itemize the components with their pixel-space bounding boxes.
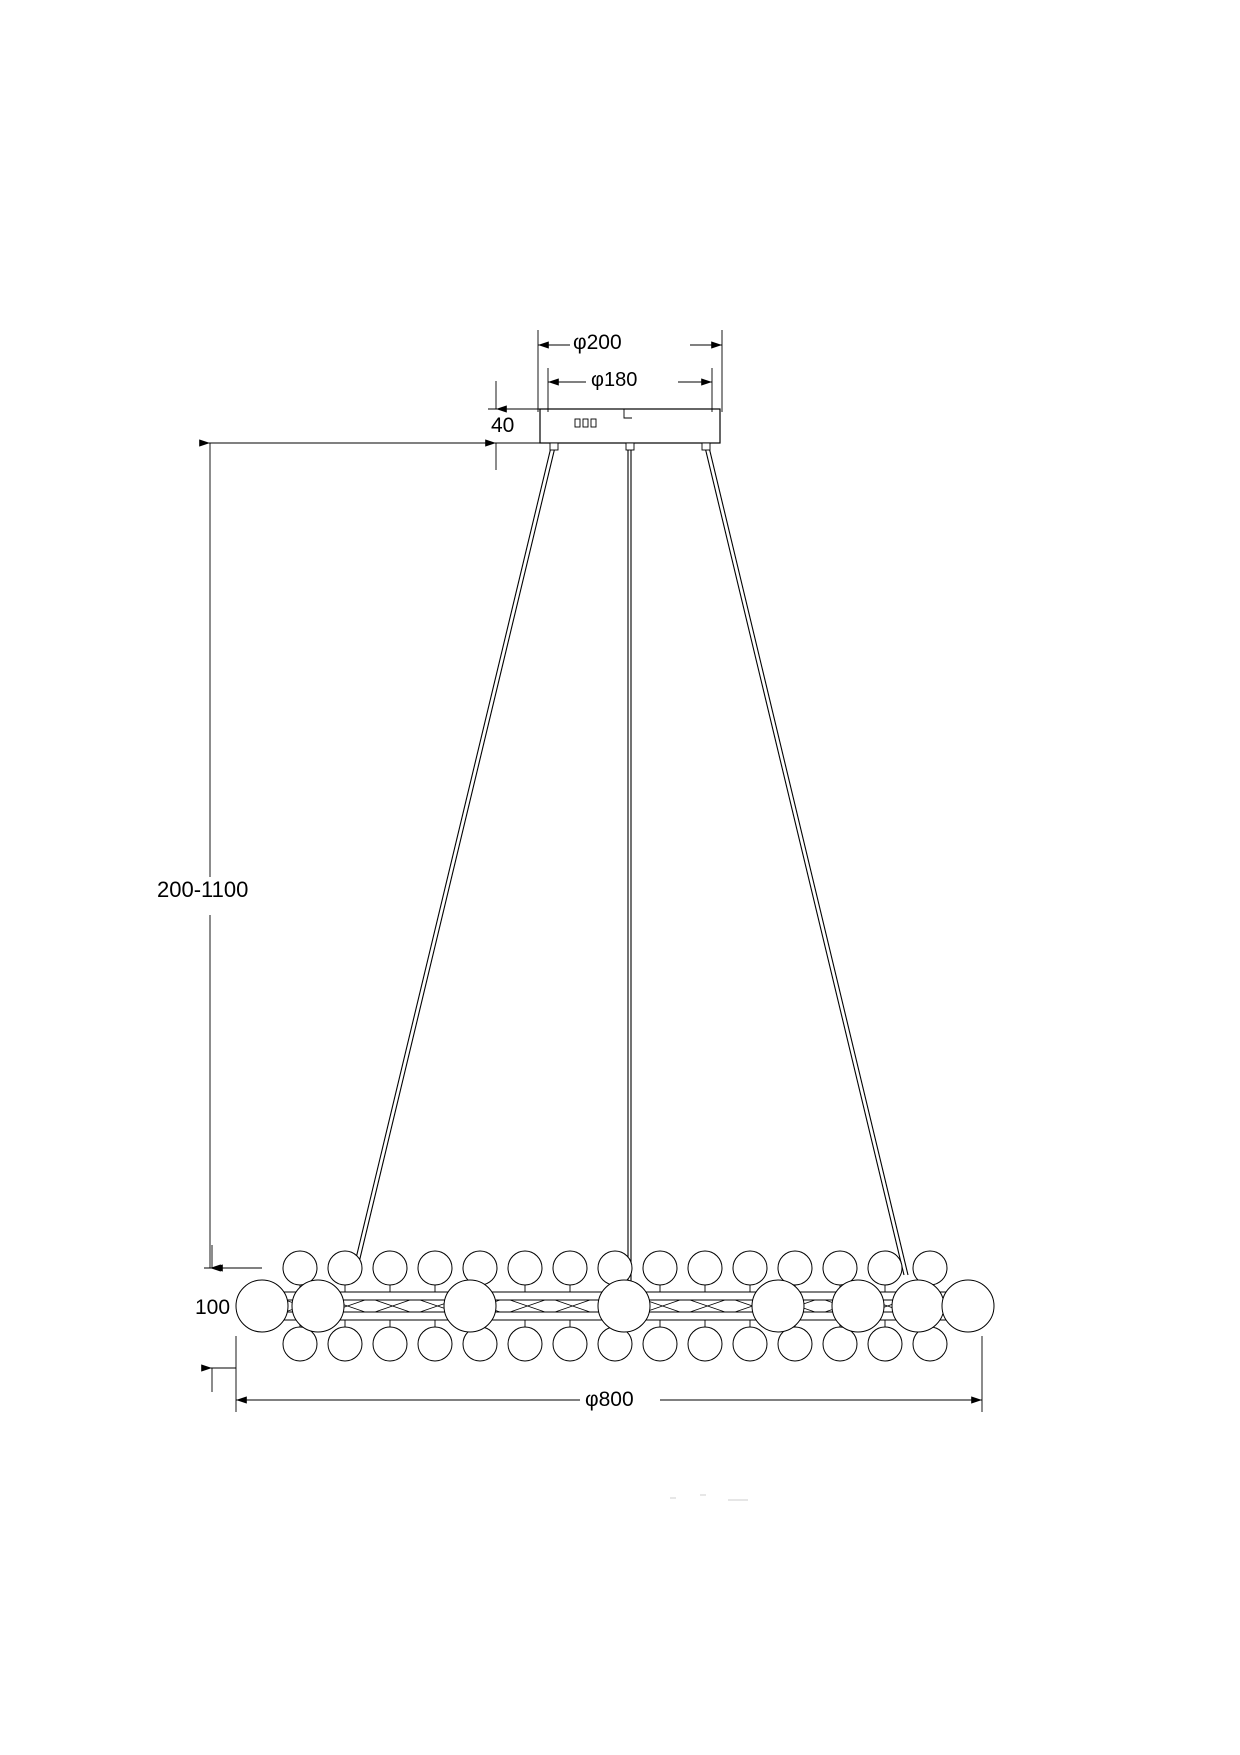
- suspension-cables: [352, 443, 908, 1284]
- dimension-label-canopy-outer: φ200: [573, 331, 622, 354]
- dimension-label-suspension-range: 200-1100: [157, 877, 249, 902]
- ceiling-canopy: [540, 409, 720, 443]
- dimension-label-canopy-height: 40: [491, 414, 515, 437]
- dimension-label-fixture-height: 100: [195, 1296, 231, 1319]
- glass-globe-bulbs: [236, 1251, 994, 1361]
- dimension-label-fixture-diameter: φ800: [585, 1388, 634, 1411]
- dimension-label-canopy-inner: φ180: [591, 369, 638, 391]
- dimension-suspension-range: [204, 443, 540, 1268]
